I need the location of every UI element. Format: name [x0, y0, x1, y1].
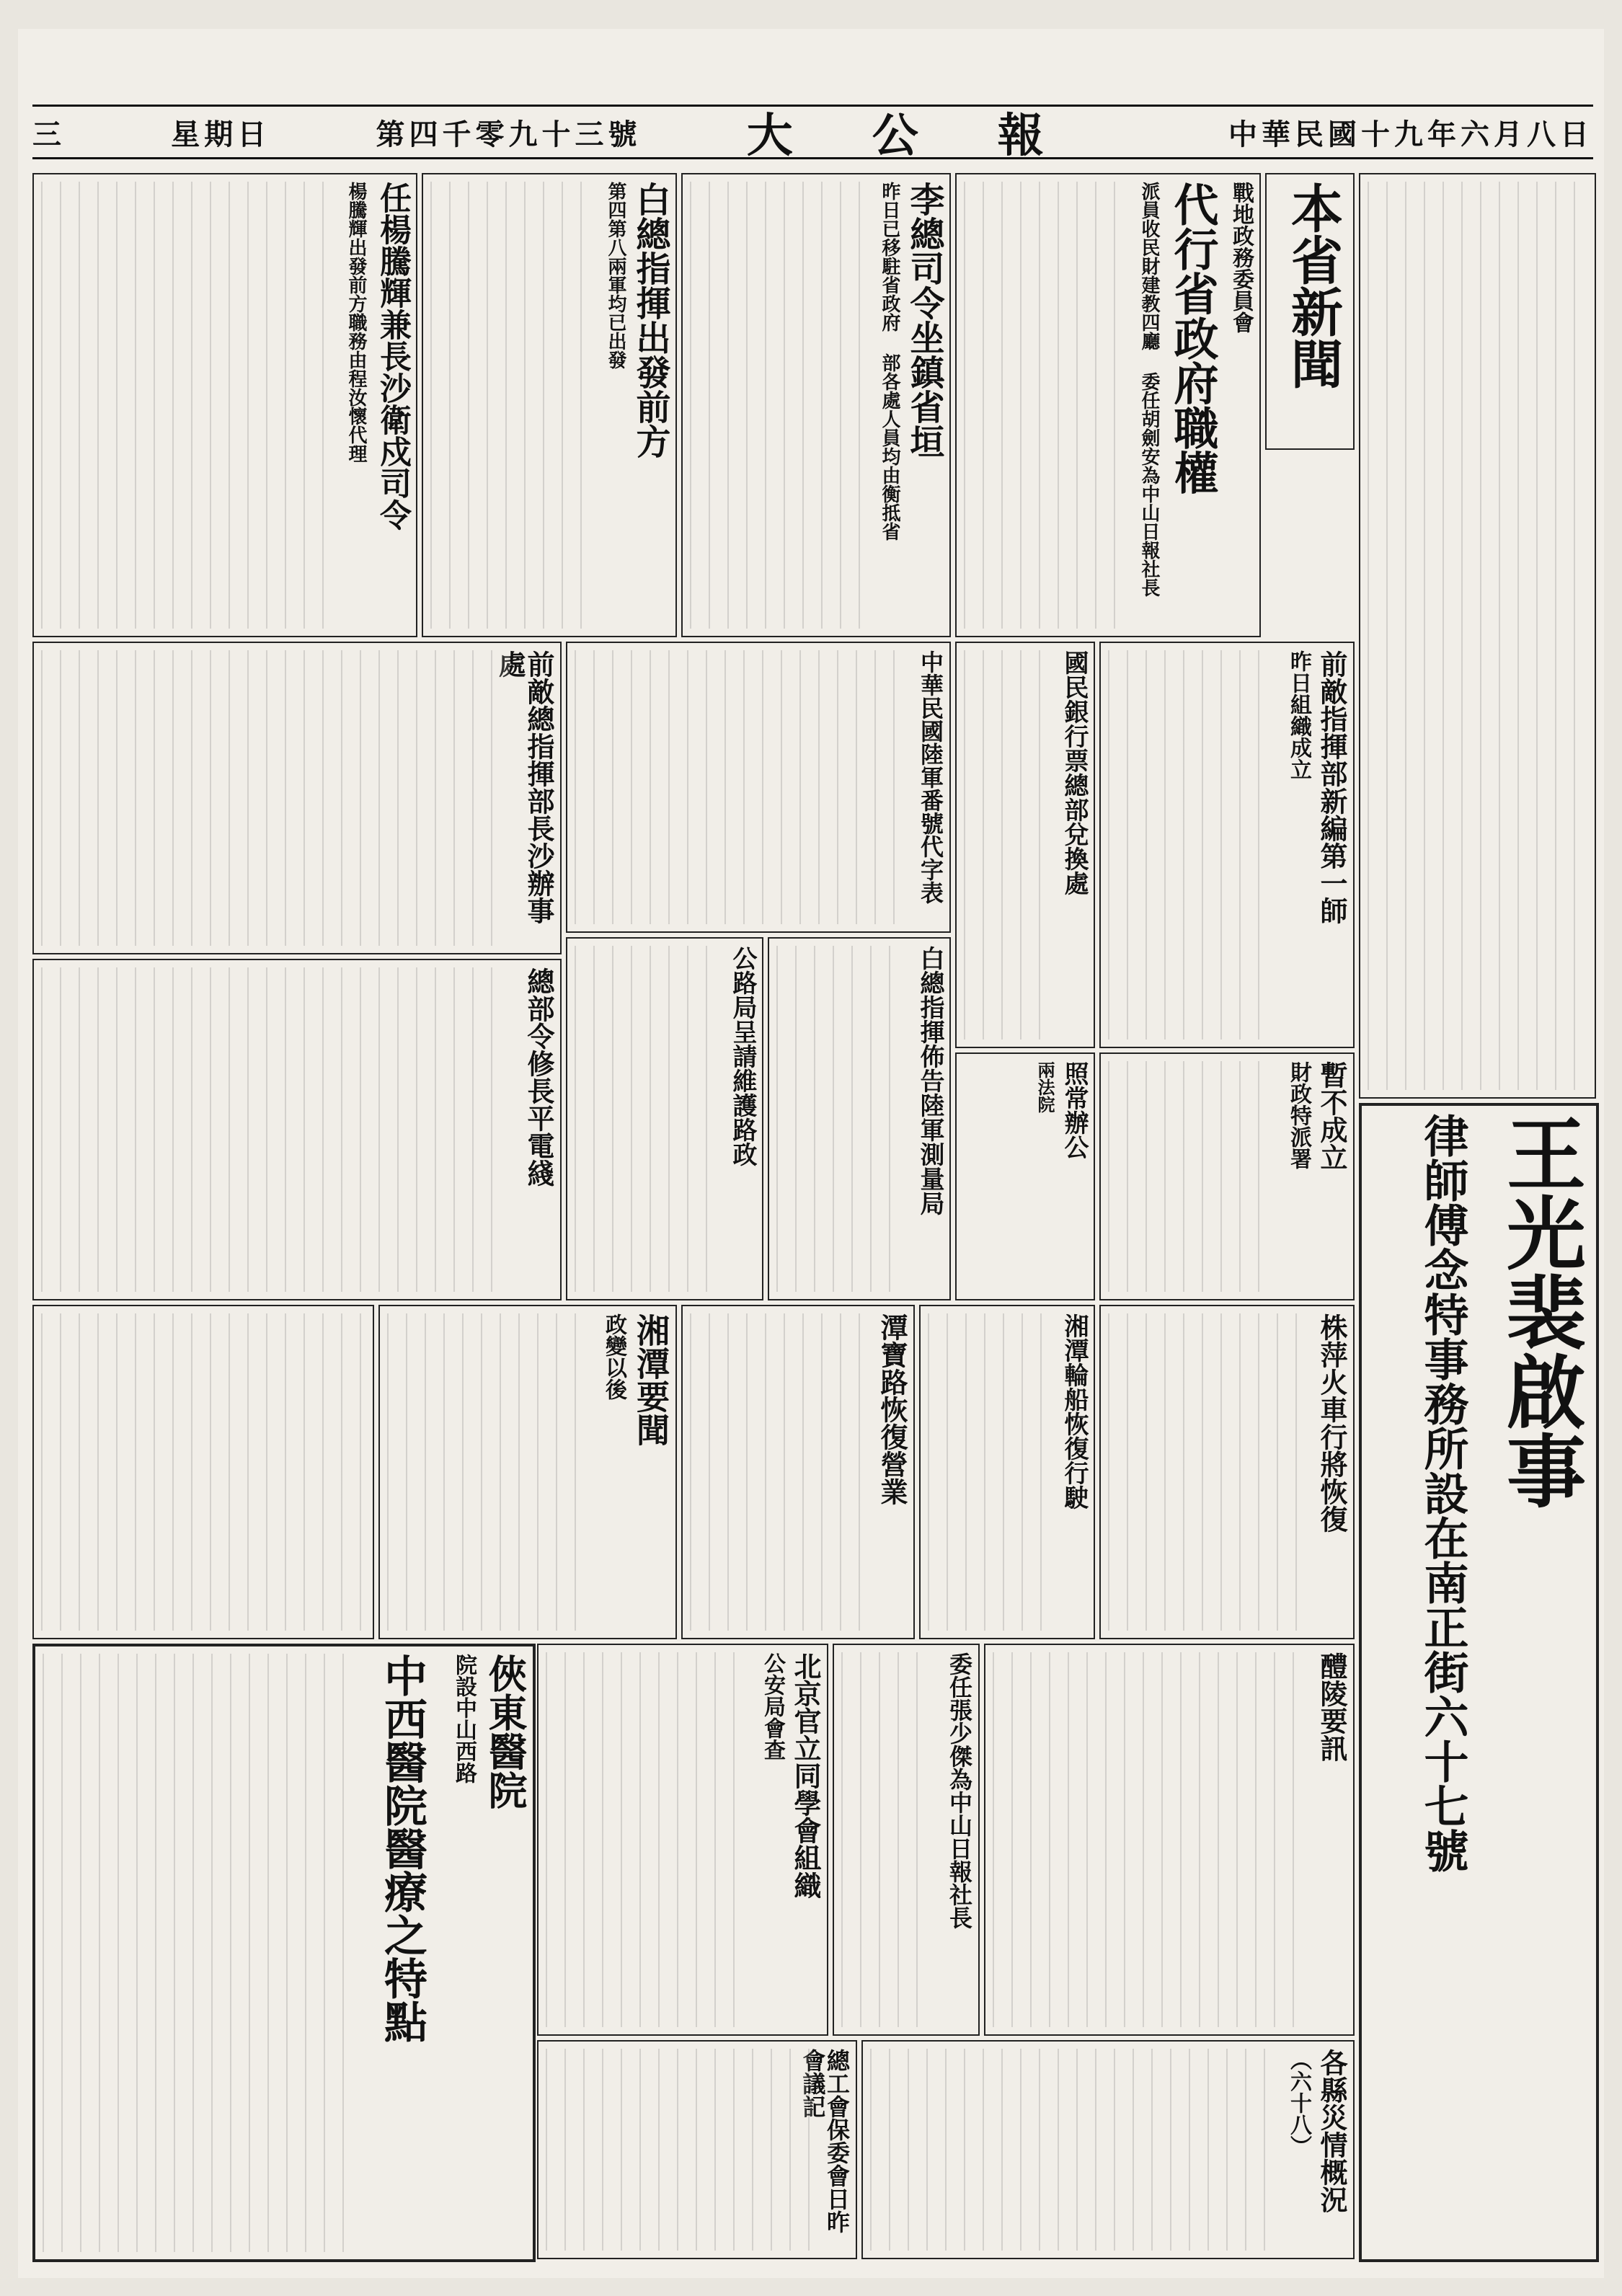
publish-date: 中華民國十九年六月八日	[1228, 117, 1593, 151]
section-title: 本省新聞	[1282, 182, 1344, 389]
article-head: 委任張少傑為中山日報社長	[946, 1652, 973, 1929]
article-head: 醴陵要訊	[1316, 1652, 1348, 1762]
article-head: 白總指揮佈告陸軍測量局	[916, 946, 944, 1215]
article-sub: 楊騰輝出發前方職務由程汝懷代理	[345, 182, 367, 463]
hospital-title: 中西醫院醫療之特點	[377, 1654, 427, 2043]
article-steamer	[919, 1305, 1095, 1639]
article-bank	[955, 642, 1095, 1048]
issue-number: 第四千零九十三號	[376, 117, 642, 151]
lawyer-office: 律師傅念特事務所設在南正街六十七號	[1417, 1113, 1469, 1873]
article-bai	[422, 173, 677, 637]
article-head: 國民銀行票總部兌換處	[1060, 650, 1089, 895]
article-liling	[984, 1644, 1355, 2036]
article-head: 任楊騰輝兼長沙衛戍司令	[374, 182, 411, 531]
article-sub: 兩法院	[1034, 1061, 1055, 1113]
article-alumni	[537, 1644, 828, 2036]
article-changsha-office	[32, 642, 562, 954]
article-head: 中華民國陸軍番號代字表	[917, 650, 944, 904]
lawyer-name: 王光裴啟事	[1494, 1113, 1587, 1510]
article-sub: 昨日已移駐省政府 部各處人員均由衡抵省	[879, 182, 900, 541]
paper-title: 大公報	[746, 109, 1123, 163]
lawyer-ad	[1359, 1103, 1599, 2262]
article-sub: 政變以後	[601, 1313, 626, 1400]
table-army-codes	[566, 642, 951, 933]
side-notices	[1359, 173, 1596, 1099]
article-title: 代行省政府職權	[1166, 182, 1219, 495]
newspaper-page	[18, 29, 1604, 2278]
article-head: 北京官立同學會組織	[789, 1652, 822, 1899]
article-sub: 公安局會查	[760, 1652, 785, 1760]
article-head: 潭寶路恢復營業	[876, 1313, 908, 1505]
article-yang	[32, 173, 417, 637]
article-head: 前敵指揮部新編第一師	[1316, 650, 1348, 924]
article-head: 白總指揮出發前方	[630, 182, 670, 458]
article-head: 株萍火車行將恢復	[1316, 1313, 1348, 1533]
article-sub: 第四第八兩軍均已出發	[605, 182, 626, 369]
article-head: 前敵總指揮部長沙辦事處	[494, 650, 555, 924]
article-new-division	[1099, 642, 1355, 1048]
weekday: 星期日	[171, 117, 271, 151]
article-sub: （六十八）	[1286, 2049, 1311, 2157]
section-banner	[1265, 173, 1355, 450]
article-union	[537, 2040, 857, 2259]
article-head: 暫不成立	[1316, 1061, 1348, 1171]
article-highway	[566, 937, 763, 1300]
article-head: 各縣災情概況	[1316, 2049, 1348, 2213]
page-number: 三	[32, 117, 66, 151]
side-hengyang	[32, 1305, 374, 1639]
article-sub: 財政特派署	[1286, 1061, 1311, 1169]
article-head: 戰地政務委員會	[1228, 182, 1254, 333]
article-head: 總部令修長平電綫	[523, 967, 555, 1187]
article-sub: 派員收民財建教四廳 委任胡劍安為中山日報社長	[1138, 182, 1160, 597]
hospital-ad	[32, 1644, 536, 2262]
article-head: 總工會保委會日昨會議記	[799, 2049, 851, 2233]
article-disasters	[861, 2040, 1355, 2259]
article-head: 李總司令坐鎮省垣	[904, 182, 944, 458]
article-head: 照常辦公	[1060, 1061, 1089, 1159]
lead-article	[955, 173, 1261, 637]
article-survey	[768, 937, 951, 1300]
article-head: 湘潭輪船恢復行駛	[1060, 1313, 1089, 1510]
article-railway	[1099, 1305, 1355, 1639]
hospital-address: 院設中山西路	[451, 1654, 477, 1783]
article-tanbao-road	[681, 1305, 915, 1639]
article-telegraph	[32, 959, 562, 1300]
article-head: 公路局呈請維護路政	[728, 946, 757, 1166]
article-li	[681, 173, 951, 637]
article-sub: 昨日組織成立	[1286, 650, 1311, 780]
article-courts	[955, 1052, 1095, 1300]
article-xiangtan	[378, 1305, 677, 1639]
article-head: 湘潭要聞	[631, 1313, 670, 1446]
masthead	[32, 105, 1593, 163]
article-finance	[1099, 1052, 1355, 1300]
hospital-brand: 俠東醫院	[482, 1654, 528, 1809]
article-zhang	[833, 1644, 980, 2036]
